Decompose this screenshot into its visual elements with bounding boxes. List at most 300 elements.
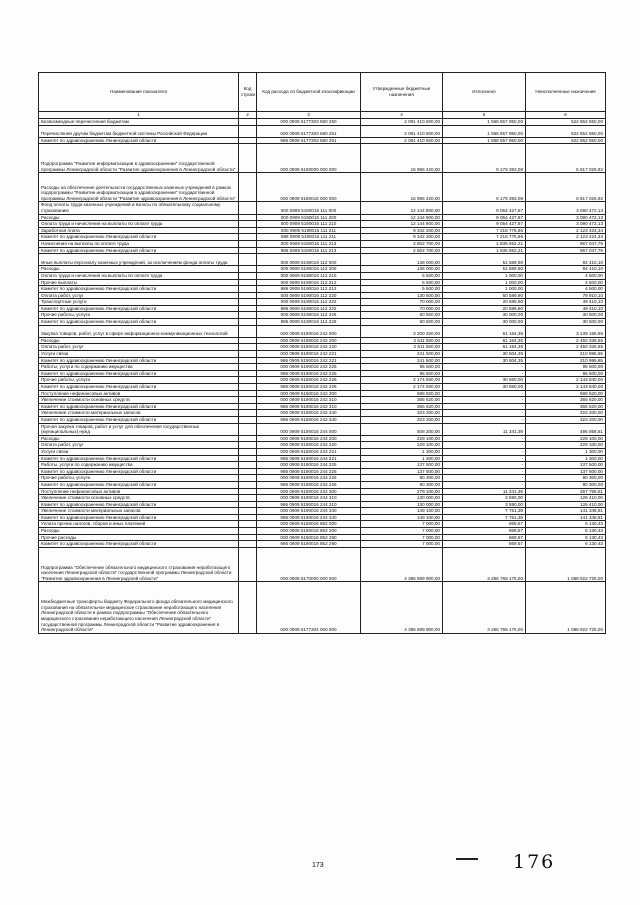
row-remaining-amount: 1 088 922 725,00	[526, 582, 606, 633]
table-row	[39, 410, 606, 417]
row-line-code	[239, 528, 257, 535]
row-approved-amount: 279 100,00	[361, 488, 443, 495]
row-line-code	[239, 312, 257, 319]
row-budget-code: 000 0909 5190016 000 000	[257, 173, 361, 202]
row-executed-amount: 50 589,90	[443, 292, 526, 299]
row-approved-amount: 9 342 200,00	[361, 234, 443, 241]
row-budget-code: 000 0909 5190016 242 226	[257, 377, 361, 384]
row-budget-code: 000 0909 5190016 112 220	[257, 292, 361, 299]
row-remaining-amount: 365 620,00	[526, 403, 606, 410]
row-line-code	[239, 462, 257, 469]
row-budget-code: 986 0909 5190016 112 226	[257, 319, 361, 326]
row-remaining-amount: 4 500,00	[526, 286, 606, 293]
row-indicator-name: Работы, услуги по содержанию имущества	[39, 364, 239, 371]
row-executed-amount: -	[443, 416, 526, 423]
table-row	[39, 377, 606, 384]
table-row	[39, 501, 606, 508]
row-indicator-name: Комитет по здравоохранению Ленинградской области	[39, 286, 239, 293]
table-row	[39, 495, 606, 502]
table-row	[39, 286, 606, 293]
column-index: 1	[39, 112, 239, 119]
column-index-row	[39, 112, 606, 119]
row-executed-amount: -	[443, 462, 526, 469]
row-executed-amount: 9 054 427,87	[443, 202, 526, 214]
table-row	[39, 299, 606, 306]
row-indicator-name: Прочие работы, услуги	[39, 475, 239, 482]
row-indicator-name: Расходы	[39, 337, 239, 344]
row-line-code	[239, 547, 257, 582]
row-line-code	[239, 423, 257, 435]
row-indicator-name: Фонд оплаты труда казенных учреждений и взносы по обязательному социальному страхованию	[39, 202, 239, 214]
row-indicator-name: Увеличение стоимости основных средств	[39, 495, 239, 502]
row-line-code	[239, 357, 257, 364]
row-indicator-name: Комитет по здравоохранению Ленинградской области	[39, 305, 239, 312]
row-budget-code: 000 0909 5190016 244 226	[257, 475, 361, 482]
row-approved-amount: 7 000,00	[361, 541, 443, 548]
row-remaining-amount: 6 817 026,92	[526, 173, 606, 202]
header-executed: Исполнено	[443, 73, 526, 112]
row-indicator-name: Поступление нефинансовых активов	[39, 390, 239, 397]
row-executed-amount: -	[443, 435, 526, 442]
row-executed-amount: 3 266 768 175,00	[443, 582, 526, 633]
row-indicator-name: Прочие работы, услуги	[39, 377, 239, 384]
row-line-code	[239, 337, 257, 344]
row-budget-code: 986 0909 5177303 580 251	[257, 137, 361, 144]
header-indicator-name: Наименование показателя	[39, 73, 239, 112]
row-executed-amount: 9 054 427,87	[443, 221, 526, 228]
row-remaining-amount: 688 820,00	[526, 390, 606, 397]
row-remaining-amount: 4 500,00	[526, 279, 606, 286]
row-remaining-amount: 522 852 650,00	[526, 119, 606, 126]
row-line-code	[239, 514, 257, 521]
row-remaining-amount: 6 817 026,92	[526, 144, 606, 173]
row-remaining-amount: 1 088 922 725,00	[526, 547, 606, 582]
row-approved-amount: 95 500,00	[361, 364, 443, 371]
row-approved-amount: 5 500,00	[361, 279, 443, 286]
budget-execution-table	[38, 72, 606, 634]
row-budget-code: 000 0909 5190016 112 200	[257, 266, 361, 273]
row-line-code	[239, 351, 257, 358]
row-approved-amount: 7 000,00	[361, 521, 443, 528]
row-executed-amount: -	[443, 442, 526, 449]
table-row	[39, 364, 606, 371]
row-budget-code: 000 0909 5177304 000 000	[257, 582, 361, 633]
row-budget-code: 986 0909 5190016 244 225	[257, 468, 361, 475]
row-executed-amount: -	[443, 481, 526, 488]
row-approved-amount: 70 000,00	[361, 299, 443, 306]
row-budget-code: 000 0909 5170000 000 000	[257, 547, 361, 582]
table-body	[39, 119, 606, 634]
row-remaining-amount: 496 858,61	[526, 423, 606, 435]
row-indicator-name: Расходы	[39, 528, 239, 535]
row-budget-code: 000 0909 5190016 111 213	[257, 240, 361, 247]
row-executed-amount: 3 590,00	[443, 495, 526, 502]
row-indicator-name: Прочая закупка товаров, работ и услуг для обеспечения государственных (муниципальных) нужд	[39, 423, 239, 435]
row-approved-amount: 149 100,00	[361, 508, 443, 515]
row-approved-amount: 508 200,00	[361, 423, 443, 435]
row-budget-code: 000 0909 5190016 244 225	[257, 462, 361, 469]
row-budget-code: 000 0909 5190016 852 290	[257, 534, 361, 541]
row-line-code	[239, 144, 257, 173]
row-indicator-name: Оплата труда и начисления на выплаты по оплате труда	[39, 272, 239, 279]
column-index: 4	[361, 112, 443, 119]
table-row	[39, 312, 606, 319]
row-executed-amount: 11 341,39	[443, 423, 526, 435]
row-line-code	[239, 455, 257, 462]
row-line-code	[239, 173, 257, 202]
table-row	[39, 423, 606, 435]
row-line-code	[239, 521, 257, 528]
row-line-code	[239, 344, 257, 351]
row-remaining-amount: 90 300,00	[526, 481, 606, 488]
table-row	[39, 357, 606, 364]
row-executed-amount: -	[443, 448, 526, 455]
row-indicator-name: Комитет по здравоохранению Ленинградской области	[39, 455, 239, 462]
row-indicator-name: Иные выплаты персоналу казенных учреждений, за исключением фонда оплаты труда	[39, 254, 239, 266]
row-remaining-amount: 95 500,00	[526, 364, 606, 371]
sheet-stamp-number: 176	[513, 851, 556, 873]
row-remaining-amount: 6 130,43	[526, 534, 606, 541]
row-budget-code: 986 0909 5190016 242 226	[257, 384, 361, 391]
row-remaining-amount: 3 090 472,13	[526, 202, 606, 214]
table-row	[39, 305, 606, 312]
row-approved-amount: 365 620,00	[361, 403, 443, 410]
table-row	[39, 370, 606, 377]
table-row	[39, 403, 606, 410]
row-budget-code: 000 0909 5190016 242 000	[257, 325, 361, 337]
row-approved-amount: 2 091 410 600,00	[361, 125, 443, 137]
table-row	[39, 547, 606, 582]
table-row	[39, 384, 606, 391]
table-row	[39, 227, 606, 234]
row-indicator-name: Заработная плата	[39, 227, 239, 234]
row-line-code	[239, 384, 257, 391]
row-line-code	[239, 137, 257, 144]
row-budget-code: 986 0909 5190016 852 290	[257, 541, 361, 548]
row-indicator-name: Услуги связи	[39, 351, 239, 358]
row-budget-code: 000 0909 5190016 112 210	[257, 272, 361, 279]
row-approved-amount: 7 000,00	[361, 534, 443, 541]
table-row	[39, 528, 606, 535]
row-approved-amount: 70 000,00	[361, 305, 443, 312]
row-approved-amount: 241 500,00	[361, 357, 443, 364]
table-row	[39, 508, 606, 515]
row-budget-code: 000 0909 5190016 242 200	[257, 337, 361, 344]
row-indicator-name: Расходы на обеспечение деятельности государственных казенных учреждений в рамках подпрограммы "Развитие информатизации в здравоохранении" государственной программы Ленинградской области "Развитие здравоохранения в Ленинградской области"	[39, 173, 239, 202]
row-line-code	[239, 279, 257, 286]
row-approved-amount: 15 996 420,00	[361, 173, 443, 202]
table-row	[39, 125, 606, 137]
row-executed-amount: 1 000,00	[443, 286, 526, 293]
row-remaining-amount: 522 852 650,00	[526, 125, 606, 137]
row-remaining-amount: 84 410,10	[526, 254, 606, 266]
row-budget-code: 986 0909 5190016 112 222	[257, 305, 361, 312]
row-budget-code: 000 0909 5190016 242 220	[257, 344, 361, 351]
table-row	[39, 234, 606, 241]
row-approved-amount: 9 342 200,00	[361, 227, 443, 234]
row-remaining-amount: 4 500,00	[526, 272, 606, 279]
table-row	[39, 325, 606, 337]
row-indicator-name: Работы, услуги по содержанию имущества	[39, 462, 239, 469]
row-line-code	[239, 370, 257, 377]
row-indicator-name: Перечисления другим бюджетам бюджетной системы Российской Федерации	[39, 125, 239, 137]
row-executed-amount: -	[443, 370, 526, 377]
row-budget-code: 986 0909 5190016 244 221	[257, 455, 361, 462]
row-indicator-name: Расходы	[39, 435, 239, 442]
row-approved-amount: 60 500,00	[361, 319, 443, 326]
row-approved-amount: 5 500,00	[361, 272, 443, 279]
header-budget-classification-code: Код расхода по бюджетной классификации	[257, 73, 361, 112]
row-executed-amount: 20 589,90	[443, 305, 526, 312]
row-remaining-amount: 126 410,00	[526, 495, 606, 502]
row-indicator-name: Комитет по здравоохранению Ленинградской области	[39, 319, 239, 326]
row-budget-code: 000 0909 5190016 112 226	[257, 312, 361, 319]
row-indicator-name: Увеличение стоимости материальных запасов	[39, 410, 239, 417]
row-remaining-amount: 229 100,00	[526, 435, 606, 442]
row-executed-amount: -	[443, 403, 526, 410]
row-budget-code: 000 0909 5190016 852 000	[257, 521, 361, 528]
row-executed-amount: -	[443, 468, 526, 475]
row-line-code	[239, 234, 257, 241]
row-approved-amount: 90 300,00	[361, 475, 443, 482]
row-remaining-amount: 90 300,00	[526, 475, 606, 482]
table-row	[39, 582, 606, 633]
row-line-code	[239, 292, 257, 299]
row-indicator-name: Комитет по здравоохранению Ленинградской области	[39, 501, 239, 508]
row-approved-amount: 1 300,00	[361, 448, 443, 455]
row-approved-amount: 137 500,00	[361, 468, 443, 475]
row-budget-code: 986 0909 5190016 111 213	[257, 247, 361, 254]
row-line-code	[239, 254, 257, 266]
row-indicator-name: Комитет по здравоохранению Ленинградской области	[39, 384, 239, 391]
row-executed-amount: 869,57	[443, 541, 526, 548]
row-line-code	[239, 364, 257, 371]
row-executed-amount: 30 504,35	[443, 351, 526, 358]
row-line-code	[239, 202, 257, 214]
table-row	[39, 390, 606, 397]
table-row	[39, 337, 606, 344]
row-budget-code: 986 0909 5190016 242 340	[257, 416, 361, 423]
table-row	[39, 119, 606, 126]
page-number: 173	[312, 862, 324, 869]
row-remaining-amount: 6 130,43	[526, 521, 606, 528]
table-row	[39, 534, 606, 541]
table-row	[39, 455, 606, 462]
row-remaining-amount: 3 090 472,13	[526, 221, 606, 228]
row-remaining-amount: 365 620,00	[526, 397, 606, 404]
row-executed-amount: 7 751,39	[443, 508, 526, 515]
row-indicator-name: Подпрограмма "Обеспечение обязательного медицинского страхования неработающего населения Ленинградской области" государственной программы Ленинградской области "Развитие здравоохранения в Ленинградской области"	[39, 547, 239, 582]
row-remaining-amount: 323 200,00	[526, 410, 606, 417]
table-row	[39, 344, 606, 351]
row-budget-code: 000 0909 5190016 111 210	[257, 221, 361, 228]
row-remaining-amount: 2 450 335,65	[526, 344, 606, 351]
row-indicator-name: Прочие работы, услуги	[39, 312, 239, 319]
row-approved-amount: 12 144 900,00	[361, 221, 443, 228]
row-executed-amount: 1 000,00	[443, 272, 526, 279]
row-line-code	[239, 508, 257, 515]
row-remaining-amount: 84 410,10	[526, 266, 606, 273]
row-remaining-amount: 2 123 424,34	[526, 234, 606, 241]
table-row	[39, 279, 606, 286]
row-approved-amount: 136 000,00	[361, 266, 443, 273]
row-line-code	[239, 495, 257, 502]
row-executed-amount: 3 266 768 175,00	[443, 547, 526, 582]
row-indicator-name: Оплата работ, услуг	[39, 344, 239, 351]
row-executed-amount: 30 000,00	[443, 312, 526, 319]
row-line-code	[239, 534, 257, 541]
table-row	[39, 144, 606, 173]
row-approved-amount: 1 300,00	[361, 455, 443, 462]
header-unexecuted-appropriations: Неисполненные назначения	[526, 73, 606, 112]
row-indicator-name: Комитет по здравоохранению Ленинградской области	[39, 541, 239, 548]
table-row	[39, 137, 606, 144]
row-executed-amount: -	[443, 410, 526, 417]
row-indicator-name: Комитет по здравоохранению Ленинградской области	[39, 370, 239, 377]
table-row	[39, 514, 606, 521]
row-budget-code: 000 0909 5190000 000 000	[257, 144, 361, 173]
row-indicator-name: Расходы	[39, 266, 239, 273]
row-executed-amount: 30 660,00	[443, 384, 526, 391]
row-approved-amount: 241 500,00	[361, 351, 443, 358]
table-row	[39, 435, 606, 442]
table-row	[39, 462, 606, 469]
table-row	[39, 319, 606, 326]
row-indicator-name: Поступление нефинансовых активов	[39, 488, 239, 495]
table-row	[39, 240, 606, 247]
row-remaining-amount: 967 047,79	[526, 247, 606, 254]
row-executed-amount: 9 054 427,87	[443, 214, 526, 221]
row-executed-amount: 61 164,35	[443, 325, 526, 337]
row-executed-amount: 30 504,35	[443, 357, 526, 364]
row-line-code	[239, 221, 257, 228]
row-remaining-amount: 967 047,79	[526, 240, 606, 247]
table-row	[39, 247, 606, 254]
row-line-code	[239, 125, 257, 137]
row-indicator-name: Оплата работ, услуг	[39, 292, 239, 299]
row-remaining-amount: 6 130,43	[526, 541, 606, 548]
row-remaining-amount: 229 100,00	[526, 442, 606, 449]
row-approved-amount: 2 802 700,00	[361, 240, 443, 247]
row-budget-code: 986 0909 5190016 242 221	[257, 357, 361, 364]
row-approved-amount: 12 144 900,00	[361, 202, 443, 214]
row-approved-amount: 2 511 500,00	[361, 337, 443, 344]
row-line-code	[239, 214, 257, 221]
row-remaining-amount: 1 300,00	[526, 448, 606, 455]
row-indicator-name: Комитет по здравоохранению Ленинградской области	[39, 481, 239, 488]
row-remaining-amount: 3 139 155,65	[526, 325, 606, 337]
row-budget-code: 000 0909 5190016 111 211	[257, 227, 361, 234]
row-executed-amount: 1 568 557 950,00	[443, 125, 526, 137]
table-row	[39, 521, 606, 528]
row-executed-amount: 51 589,90	[443, 254, 526, 266]
row-approved-amount: 130 000,00	[361, 495, 443, 502]
table-row	[39, 468, 606, 475]
row-executed-amount: 11 341,39	[443, 488, 526, 495]
row-executed-amount: 61 164,35	[443, 337, 526, 344]
row-line-code	[239, 240, 257, 247]
table-row	[39, 541, 606, 548]
table-row	[39, 221, 606, 228]
row-budget-code: 000 0909 5177303 580 251	[257, 125, 361, 137]
row-indicator-name: Закупка товаров, работ, услуг в сфере информационно-коммуникационных технологий	[39, 325, 239, 337]
row-indicator-name: Начисления на выплаты по оплате труда	[39, 240, 239, 247]
row-line-code	[239, 397, 257, 404]
row-approved-amount: 95 500,00	[361, 370, 443, 377]
row-line-code	[239, 468, 257, 475]
row-executed-amount: -	[443, 475, 526, 482]
row-executed-amount: 7 218 775,66	[443, 234, 526, 241]
row-budget-code: 000 0909 5177303 580 250	[257, 119, 361, 126]
row-budget-code: 000 0909 5190016 244 220	[257, 442, 361, 449]
row-line-code	[239, 227, 257, 234]
row-remaining-amount: 30 500,00	[526, 319, 606, 326]
row-approved-amount: 2 174 500,00	[361, 384, 443, 391]
row-executed-amount: 869,57	[443, 528, 526, 535]
row-budget-code: 000 0909 5190016 244 300	[257, 488, 361, 495]
row-line-code	[239, 442, 257, 449]
column-index: 2	[239, 112, 257, 119]
row-executed-amount: 51 589,90	[443, 266, 526, 273]
row-executed-amount: 1 000,00	[443, 279, 526, 286]
row-line-code	[239, 299, 257, 306]
row-line-code	[239, 119, 257, 126]
row-approved-amount: 2 091 410 600,00	[361, 137, 443, 144]
row-executed-amount: 869,57	[443, 534, 526, 541]
footer-dash	[456, 858, 478, 860]
row-budget-code: 986 0909 5190016 244 310	[257, 501, 361, 508]
row-remaining-amount: 323 200,00	[526, 416, 606, 423]
row-line-code	[239, 488, 257, 495]
row-remaining-amount: 6 130,43	[526, 528, 606, 535]
row-budget-code: 000 0909 5190016 242 340	[257, 410, 361, 417]
row-executed-amount: -	[443, 455, 526, 462]
row-line-code	[239, 319, 257, 326]
row-indicator-name: Оплата труда и начисления на выплаты по оплате труда	[39, 221, 239, 228]
row-approved-amount: 688 820,00	[361, 390, 443, 397]
row-approved-amount: 2 091 410 600,00	[361, 119, 443, 126]
row-remaining-amount: 267 758,61	[526, 488, 606, 495]
row-budget-code: 000 0909 5190016 111 000	[257, 202, 361, 214]
row-remaining-amount: 1 300,00	[526, 455, 606, 462]
row-remaining-amount: 49 410,10	[526, 299, 606, 306]
row-indicator-name: Уплата прочих налогов, сборов и иных платежей	[39, 521, 239, 528]
column-index: 5	[443, 112, 526, 119]
row-indicator-name: Безвозмездные перечисления бюджетам	[39, 119, 239, 126]
row-remaining-amount: 2 143 840,00	[526, 384, 606, 391]
row-line-code	[239, 481, 257, 488]
row-indicator-name: Прочие выплаты	[39, 279, 239, 286]
table-row	[39, 488, 606, 495]
column-index: 6	[526, 112, 606, 119]
header-approved-appropriations: Утвержденные бюджетные назначения	[361, 73, 443, 112]
row-approved-amount: 136 000,00	[361, 254, 443, 266]
row-approved-amount: 3 200 320,00	[361, 325, 443, 337]
row-indicator-name: Расходы	[39, 214, 239, 221]
row-line-code	[239, 403, 257, 410]
row-approved-amount: 15 996 420,00	[361, 144, 443, 173]
row-remaining-amount: 2 143 840,00	[526, 377, 606, 384]
table-row	[39, 416, 606, 423]
row-approved-amount: 2 802 700,00	[361, 247, 443, 254]
row-approved-amount: 130 500,00	[361, 292, 443, 299]
table-row	[39, 481, 606, 488]
table-row	[39, 254, 606, 266]
row-remaining-amount: 210 995,65	[526, 357, 606, 364]
row-indicator-name: Комитет по здравоохранению Ленинградской области	[39, 247, 239, 254]
row-remaining-amount: 49 410,10	[526, 305, 606, 312]
row-remaining-amount: 79 910,10	[526, 292, 606, 299]
